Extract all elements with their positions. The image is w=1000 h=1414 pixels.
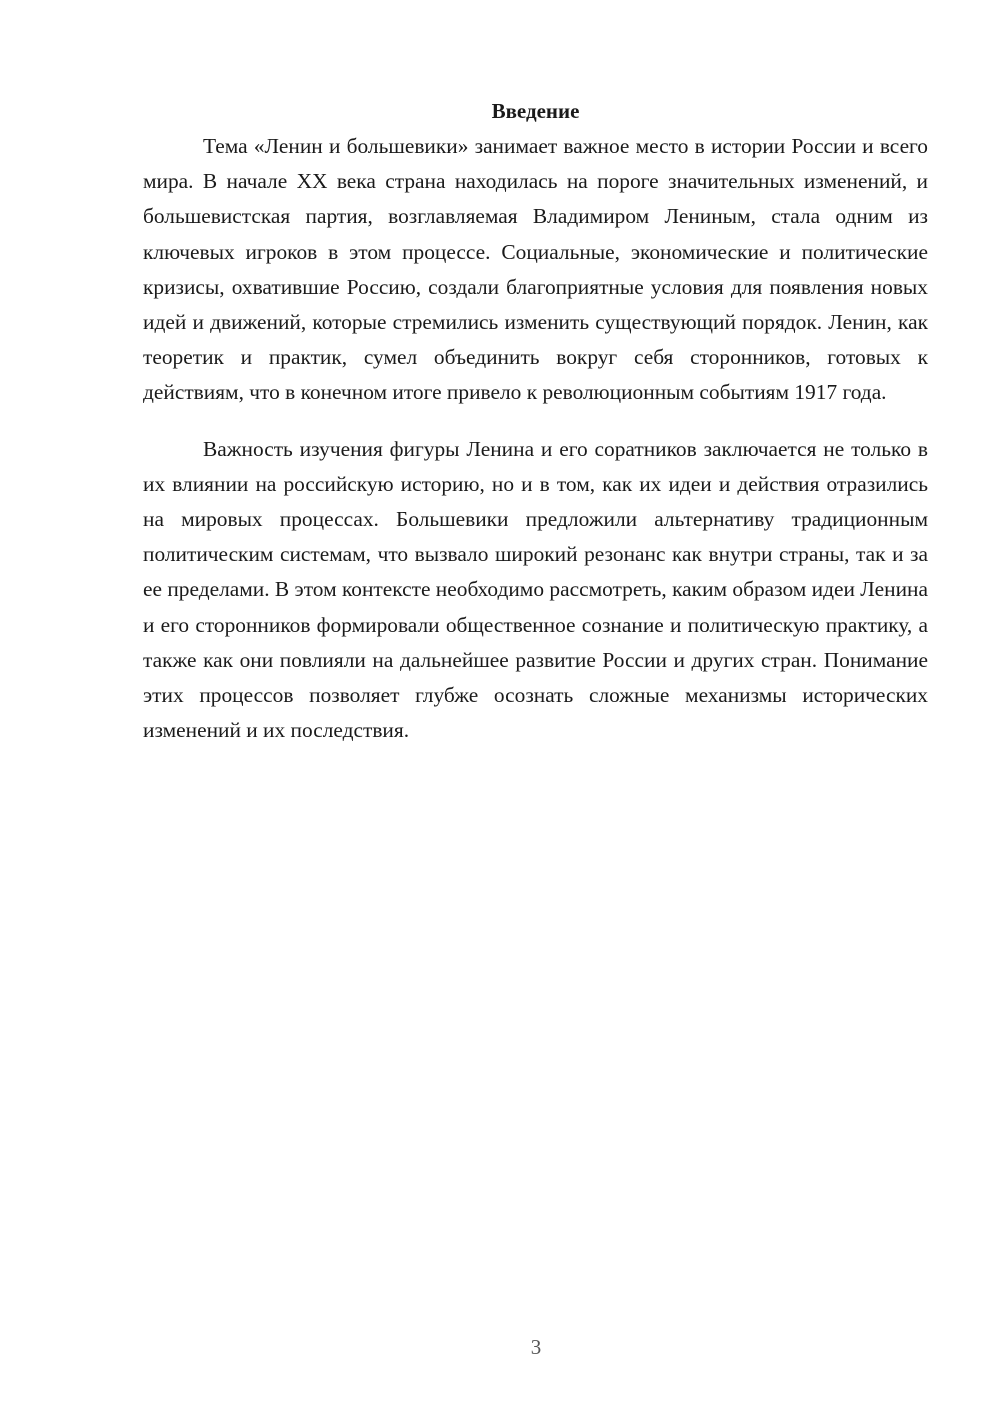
page-content bbox=[143, 94, 928, 748]
paragraph-2: Важность изучения фигуры Ленина и его соратников заключается не только в их влиянии на российскую историю, но и в том, как их идеи и действия отразились на мировых процессах. Большевики предложили альтернативу традиционным политическим системам, что вызвало широкий резонанс как внутри страны, так и за ее пределами. В этом контексте необходимо рассмотреть, каким образом идеи Ленина и его сторонников формировали общественное сознание и политическую практику, а также как они повлияли на дальнейшее развитие России и других стран. Понимание этих процессов позволяет глубже осознать сложные механизмы исторических изменений и их последствия. bbox=[143, 436, 928, 743]
paragraph-1: Тема «Ленин и большевики» занимает важное место в истории России и всего мира. В начале XX века страна находилась на пороге значительных изменений, и большевистская партия, возглавляемая Владимиром Лениным, стала одним из ключевых игроков в этом процессе. Социальные, экономические и политические кризисы, охватившие Россию, создали благоприятные условия для появления новых идей и движений, которые стремились изменить существующий порядок. Ленин, как теоретик и практик, сумел объединить вокруг себя сторонников, готовых к действиям, что в конечном итоге привело к революционным событиям 1917 года. bbox=[143, 134, 928, 405]
page-number: 3 bbox=[530, 1335, 542, 1359]
section-title: Введение bbox=[491, 99, 580, 123]
